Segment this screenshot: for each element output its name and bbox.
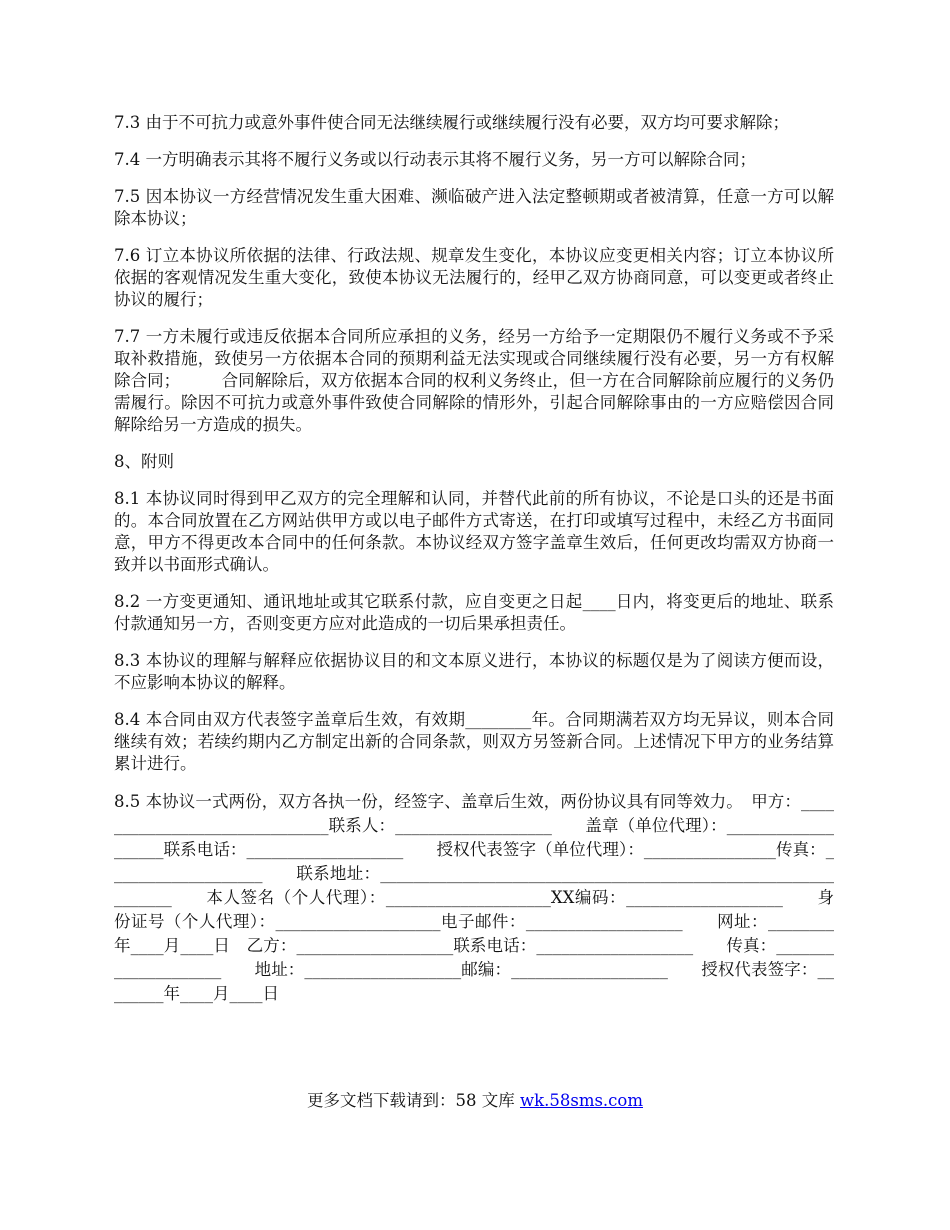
document-body <box>114 112 834 1006</box>
clause-7-7: 7.7 一方未履行或违反依据本合同所应承担的义务，经另一方给予一定期限仍不履行义务或不予采取补救措施，致使另一方依据本合同的预期利益无法实现或合同继续履行没有必要，另一方有权解除合同； 合同解除后，双方依据本合同的权利义务终止，但一方在合同解除前应履行的义务仍需履行。除因不可抗力或意外事件致使合同解除的情形外，引起合同解除事由的一方应赔偿因合同解除给另一方造成的损失。 <box>114 327 834 434</box>
clause-8-1: 8.1 本协议同时得到甲乙双方的完全理解和认同，并替代此前的所有协议，不论是口头的还是书面的。本合同放置在乙方网站供甲方或以电子邮件方式寄送，在打印或填写过程中，未经乙方书面同意，甲方不得更改本合同中的任何条款。本协议经双方签字盖章生效后，任何更改均需双方协商一致并以书面形式确认。 <box>114 489 834 574</box>
clause-7-5: 7.5 因本协议一方经营情况发生重大困难、濒临破产进入法定整顿期或者被清算，任意一方可以解除本协议； <box>114 187 834 228</box>
clause-8-4: 8.4 本合同由双方代表签字盖章后生效，有效期________年。合同期满若双方均无异议，则本合同继续有效；若续约期内乙方制定出新的合同条款，则双方另签新合同。上述情况下甲方的业务结算累计进行。 <box>114 710 834 773</box>
clause-7-6: 7.6 订立本协议所依据的法律、行政法规、规章发生变化，本协议应变更相关内容；订立本协议所依据的客观情况发生重大变化，致使本协议无法履行的，经甲乙双方协商同意，可以变更或者终止协议的履行； <box>114 246 834 309</box>
section-heading-8: 8、附则 <box>114 452 174 471</box>
footer <box>0 1090 950 1112</box>
footer-link[interactable]: wk.58sms.com <box>519 1091 643 1110</box>
clause-8-2: 8.2 一方变更通知、通讯地址或其它联系付款，应自变更之日起____日内，将变更后的地址、联系付款通知另一方，否则变更方应对此造成的一切后果承担责任。 <box>114 592 834 633</box>
clause-7-4: 7.4 一方明确表示其将不履行义务或以行动表示其将不履行义务，另一方可以解除合同； <box>114 150 756 169</box>
clause-8-3: 8.3 本协议的理解与解释应依据协议目的和文本原义进行，本协议的标题仅是为了阅读方便而设，不应影响本协议的解释。 <box>114 651 834 692</box>
signature-block: 8.5 本协议一式两份，双方各执一份，经签字、盖章后生效，两份协议具有同等效力。 甲方：______________________________联系人：___________________ 盖章（单位代理）：___________________联系电话：___________________ 授权代表签字（单位代理）：________________传真：___________________ 联系地址：______________________________________________________________ 本人签名（个人代理）：____________________XX编码：___________________ 身份证号（个人代理）：____________________电子邮件：___________________ 网址：________年____月____日 乙方：___________________联系电话：___________________ 传真：____________________ 地址：___________________邮编：___________________ 授权代表签字：________年____月____日 <box>114 792 834 1003</box>
footer-text: 更多文档下载请到：58 文库 <box>306 1091 520 1110</box>
clause-7-3: 7.3 由于不可抗力或意外事件使合同无法继续履行或继续履行没有必要，双方均可要求解除； <box>114 113 789 132</box>
